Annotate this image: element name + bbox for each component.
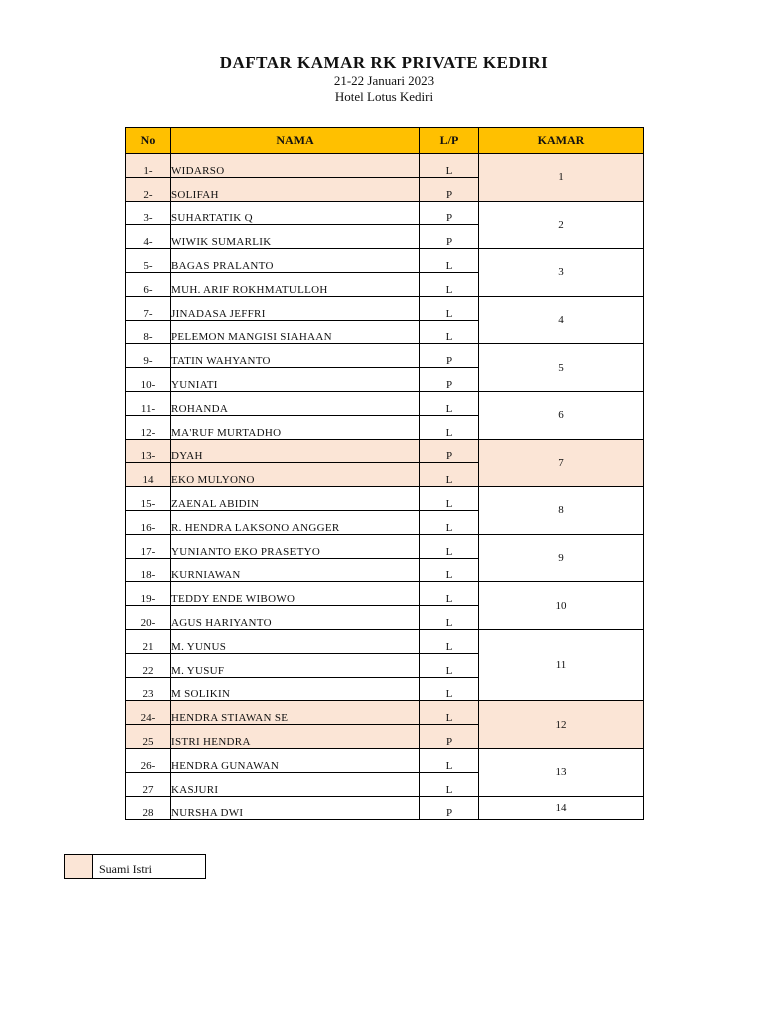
guest-gender: L [420,653,479,677]
guest-gender: P [420,796,479,820]
guest-gender: L [420,582,479,606]
guest-gender: L [420,272,479,296]
guest-gender: L [420,534,479,558]
guest-no: 15- [126,487,171,511]
guest-no: 22 [126,653,171,677]
guest-name: ZAENAL ABIDIN [171,487,420,511]
table-row [126,439,644,463]
guest-name: PELEMON MANGISI SIAHAAN [171,320,420,344]
table-row [126,296,644,320]
legend-swatch [65,855,93,878]
legend [64,854,206,879]
guest-name: KURNIAWAN [171,558,420,582]
table-row [126,629,644,653]
room-number: 10 [479,582,644,630]
guest-gender: L [420,296,479,320]
room-number: 12 [479,701,644,749]
room-number: 9 [479,534,644,582]
guest-gender: L [420,320,479,344]
room-number: 1 [479,154,644,202]
guest-gender: L [420,701,479,725]
column-header-no: No [126,128,171,154]
guest-no: 21 [126,629,171,653]
guest-no: 7- [126,296,171,320]
guest-name: ISTRI HENDRA [171,725,420,749]
guest-name: M. YUNUS [171,629,420,653]
guest-gender: P [420,725,479,749]
guest-name: ROHANDA [171,391,420,415]
guest-name: MUH. ARIF ROKHMATULLOH [171,272,420,296]
guest-name: JINADASA JEFFRI [171,296,420,320]
room-number: 3 [479,249,644,297]
guest-name: WIWIK SUMARLIK [171,225,420,249]
table-header-row [126,128,644,154]
guest-gender: P [420,225,479,249]
guest-no: 12- [126,415,171,439]
legend-label: Suami Istri [99,862,152,876]
table-row [126,487,644,511]
guest-name: MA'RUF MURTADHO [171,415,420,439]
guest-no: 25 [126,725,171,749]
guest-no: 11- [126,391,171,415]
guest-no: 13- [126,439,171,463]
event-venue: Hotel Lotus Kediri [334,89,434,104]
guest-gender: P [420,368,479,392]
guest-name: TATIN WAHYANTO [171,344,420,368]
room-number: 8 [479,487,644,535]
guest-gender: L [420,487,479,511]
room-number: 2 [479,201,644,249]
guest-name: SOLIFAH [171,177,420,201]
guest-no: 23 [126,677,171,701]
table-row [126,391,644,415]
guest-no: 10- [126,368,171,392]
table-row [126,796,644,820]
guest-no: 1- [126,154,171,178]
guest-no: 14 [126,463,171,487]
guest-name: M SOLIKIN [171,677,420,701]
guest-gender: L [420,629,479,653]
guest-gender: L [420,391,479,415]
event-date: 21-22 Januari 2023 [333,73,435,88]
guest-name: KASJURI [171,772,420,796]
guest-no: 18- [126,558,171,582]
guest-no: 8- [126,320,171,344]
guest-gender: L [420,510,479,534]
guest-no: 19- [126,582,171,606]
guest-no: 4- [126,225,171,249]
guest-gender: L [420,748,479,772]
guest-no: 3- [126,201,171,225]
guest-gender: P [420,201,479,225]
guest-name: EKO MULYONO [171,463,420,487]
guest-name: HENDRA GUNAWAN [171,748,420,772]
column-header-lp: L/P [420,128,479,154]
guest-no: 9- [126,344,171,368]
guest-gender: L [420,558,479,582]
guest-gender: L [420,772,479,796]
guest-gender: L [420,415,479,439]
guest-name: NURSHA DWI [171,796,420,820]
guest-no: 24- [126,701,171,725]
guest-gender: P [420,439,479,463]
guest-no: 27 [126,772,171,796]
guest-name: R. HENDRA LAKSONO ANGGER [171,510,420,534]
table-row [126,344,644,368]
column-header-nama: NAMA [171,128,420,154]
room-list-table [125,127,644,820]
guest-name: SUHARTATIK Q [171,201,420,225]
guest-gender: L [420,249,479,273]
room-number: 14 [479,796,644,820]
table-row [126,534,644,558]
guest-name: YUNIATI [171,368,420,392]
guest-name: HENDRA STIAWAN SE [171,701,420,725]
table-body [126,154,644,820]
guest-name: DYAH [171,439,420,463]
table-row [126,154,644,178]
guest-no: 17- [126,534,171,558]
guest-no: 6- [126,272,171,296]
guest-name: WIDARSO [171,154,420,178]
room-number: 7 [479,439,644,487]
guest-name: YUNIANTO EKO PRASETYO [171,534,420,558]
room-number: 4 [479,296,644,344]
guest-no: 2- [126,177,171,201]
table-row [126,748,644,772]
guest-no: 26- [126,748,171,772]
guest-name: M. YUSUF [171,653,420,677]
table-row [126,701,644,725]
room-number: 13 [479,748,644,796]
table-row [126,582,644,606]
room-number: 5 [479,344,644,392]
guest-no: 16- [126,510,171,534]
guest-no: 20- [126,606,171,630]
guest-no: 5- [126,249,171,273]
document-title: DAFTAR KAMAR RK PRIVATE KEDIRI [219,53,549,72]
guest-gender: L [420,677,479,701]
guest-gender: P [420,177,479,201]
guest-gender: L [420,606,479,630]
guest-name: BAGAS PRALANTO [171,249,420,273]
table-row [126,249,644,273]
guest-gender: P [420,344,479,368]
guest-gender: L [420,154,479,178]
room-number: 6 [479,391,644,439]
column-header-kamar: KAMAR [479,128,644,154]
table-row [126,201,644,225]
guest-gender: L [420,463,479,487]
guest-no: 28 [126,796,171,820]
room-number: 11 [479,629,644,700]
guest-name: AGUS HARIYANTO [171,606,420,630]
guest-name: TEDDY ENDE WIBOWO [171,582,420,606]
